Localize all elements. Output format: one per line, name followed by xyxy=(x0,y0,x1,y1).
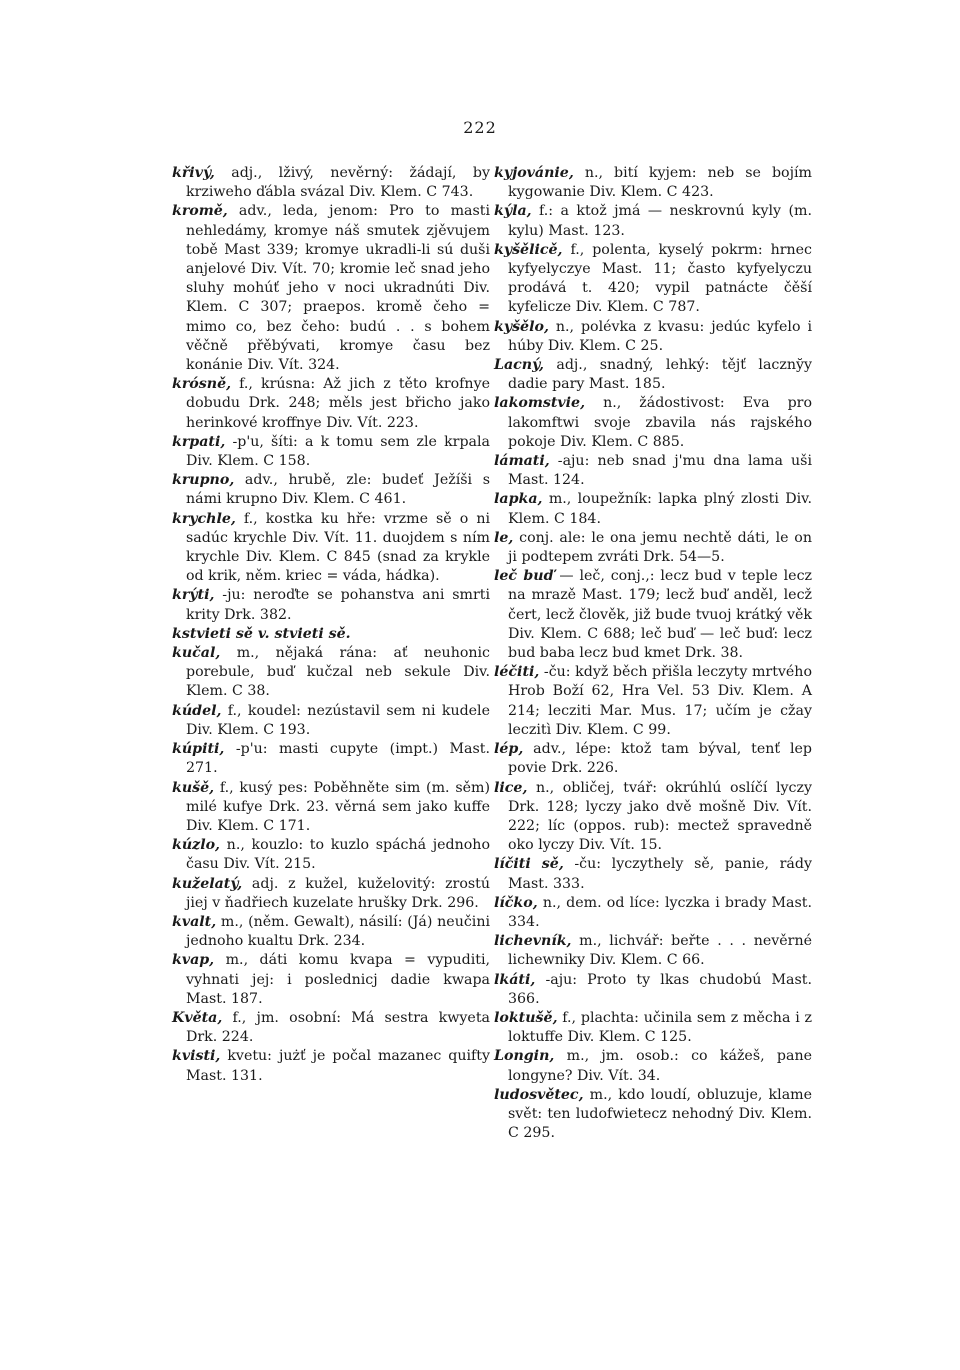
dictionary-entry xyxy=(172,433,490,471)
entry-definition: kvetu: jużť je počal mazanec quifty Mast. 131. xyxy=(186,1048,490,1084)
entry-definition: n., polévka z kvasu: jedúc kyfelo i húby Div. Klem. C 25. xyxy=(508,318,812,354)
entry-definition: -aju: neb snad j'mu dna lama uši Mast. 124. xyxy=(508,453,812,489)
entry-headword: kvalt, xyxy=(172,913,217,930)
entry-definition: m., jm. osob.: co kážeš, pane longyne? Div. Vít. 34. xyxy=(508,1048,812,1084)
entry-headword: kromě, xyxy=(172,203,228,220)
entry-definition: adj., lživý, nevěrný: žádají, by krziweho ďábla svázal Div. Klem. C 743. xyxy=(186,165,490,201)
dictionary-entry xyxy=(494,567,812,663)
entry-definition: adv., lépe: ktož tam býval, tenť lep povie Drk. 226. xyxy=(508,741,812,777)
dictionary-entry xyxy=(172,586,490,624)
entry-definition: -ču: když běch přišla leczyty mrtvého Hrob Boží 62, Hra Vel. 53 Div. Klem. A 214; lecziti Mar. Mus. 17; učím je cžay leczitì Div. Klem. C 99. xyxy=(508,664,812,738)
entry-headword: krósně, xyxy=(172,376,232,393)
entry-definition: adj. z kužel, kuželovitý: zrostú jiej v ňadřiech kuzelate hrušky Drk. 296. xyxy=(186,875,490,911)
dictionary-entry xyxy=(494,529,812,567)
dictionary-entry xyxy=(172,471,490,509)
entry-headword: líčiti sě, xyxy=(494,856,564,873)
dictionary-entry xyxy=(172,875,490,913)
entry-definition: f., krúsna: Až jich z těto krofnye dobudu Drk. 248; měls jest břicho jako herinkové kroffnye Div. Vít. 223. xyxy=(186,376,490,431)
dictionary-entry xyxy=(494,1009,812,1047)
dictionary-entry xyxy=(172,644,490,702)
dictionary-entry xyxy=(172,375,490,433)
entry-headword: kušě, xyxy=(172,779,215,796)
dictionary-entry xyxy=(494,740,812,778)
entry-definition: m., dáti komu kvapa = vypuditi, vyhnati jej: i poslednicj dadie kwapa Mast. 187. xyxy=(186,952,490,1007)
entry-headword: kvap, xyxy=(172,952,215,969)
dictionary-entry xyxy=(172,1009,490,1047)
entry-headword: loktušě, xyxy=(494,1009,558,1026)
dictionary-entry xyxy=(494,971,812,1009)
entry-definition: f.: a ktož jmá — neskrovnú kyly (m. kylu) Mast. 123. xyxy=(508,203,812,239)
right-column xyxy=(494,164,812,1143)
dictionary-entry xyxy=(494,894,812,932)
entry-headword: krýti, xyxy=(172,587,215,604)
dictionary-entry xyxy=(172,625,490,644)
entry-definition: -ju: neroďte se pohanstva ani smrti krity Drk. 382. xyxy=(186,587,490,623)
left-column xyxy=(172,164,490,1086)
entry-definition: f., polenta, kyselý pokrm: hrnec kyfyelyczye Mast. 11; často kyfyelyczu prodává t. 420; vypil patnácte čěší kyfelicze Div. Klem. C 787. xyxy=(508,241,812,316)
entry-definition: m., lichvář: beřte . . . nevěrné lichewniky Div. Klem. C 66. xyxy=(508,933,812,969)
entry-definition: -ču: lyczythely sě, panie, rády Mast. 333. xyxy=(508,856,812,892)
dictionary-entry xyxy=(172,951,490,1009)
entry-headword: kučal, xyxy=(172,645,221,662)
dictionary-entry xyxy=(172,1047,490,1085)
entry-headword: lkáti, xyxy=(494,971,536,988)
dictionary-entry xyxy=(172,779,490,837)
entry-headword: kyšělicě, xyxy=(494,241,563,258)
entry-definition: f., jm. osobní: Má sestra kwyeta Drk. 224. xyxy=(186,1009,490,1046)
dictionary-entry xyxy=(494,356,812,394)
dictionary-entry xyxy=(494,1047,812,1085)
entry-headword: kýla, xyxy=(494,203,532,220)
entry-definition: f., plachta: učinila sem z měcha i z loktuffe Div. Klem. C 125. xyxy=(508,1009,812,1046)
dictionary-entry xyxy=(494,490,812,528)
entry-headword: lakomstvie, xyxy=(494,395,586,412)
entry-definition: m., nějaká rána: ať neuhonic porebule, buď kučzal neb sekule Div. Klem. C 38. xyxy=(186,645,490,700)
dictionary-entry xyxy=(494,452,812,490)
entry-headword: kyšělo, xyxy=(494,318,549,335)
entry-definition: adj., snadný, lehký: tějť laczny̆y dadie pary Mast. 185. xyxy=(508,357,812,393)
entry-headword: léčiti, xyxy=(494,664,540,681)
entry-definition: n., kouzlo: to kuzlo spáchá jednoho času Div. Vít. 215. xyxy=(186,837,490,873)
entry-headword: lámati, xyxy=(494,453,550,470)
dictionary-entry xyxy=(172,740,490,778)
entry-headword: kvisti, xyxy=(172,1048,221,1065)
entry-definition: -aju: Proto ty lkas chudobú Mast. 366. xyxy=(508,971,812,1007)
entry-headword: kúdel, xyxy=(172,702,222,719)
dictionary-entry xyxy=(172,202,490,375)
entry-headword: kuželatý, xyxy=(172,875,243,892)
dictionary-entry xyxy=(494,164,812,202)
entry-definition: f., koudel: nezústavil sem ni kudele Div. Klem. C 193. xyxy=(186,702,490,738)
dictionary-entry xyxy=(172,913,490,951)
entry-definition: n., žádostivost: Eva pro lakomftwi svoje zbavila nás rajského pokoje Div. Klem. C 885. xyxy=(508,395,812,450)
dictionary-entry xyxy=(494,318,812,356)
entry-definition: m., (něm. Gewalt), násilí: (Já) neučini jednoho kualtu Drk. 234. xyxy=(186,913,490,950)
entry-definition: n., obličej, tvář: okrúhlú oslíčí lyczy Drk. 128; lyczy jako dvě mošně Div. Vít. 222; líc (oppos. rub): mectež spravedně oko lyczy Div. Vít. 15. xyxy=(508,779,812,854)
entry-definition: m., loupežník: lapka plný zlosti Div. Klem. C 184. xyxy=(508,491,812,527)
entry-definition: f., kusý pes: Poběhněte sim (m. sěm) milé kufye Drk. 23. věrná sem jako kuffe Div. Klem. C 171. xyxy=(186,779,490,834)
entry-headword: Lacný, xyxy=(494,357,544,374)
entry-headword: leč buď xyxy=(494,568,554,585)
entry-definition: n., dem. od líce: lyczka i brady Mast. 334. xyxy=(508,894,812,930)
dictionary-entry xyxy=(494,241,812,318)
entry-headword: Květa, xyxy=(172,1009,223,1026)
entry-headword: Longin, xyxy=(494,1048,555,1065)
entry-headword: le, xyxy=(494,529,514,546)
entry-headword: kyjovánie, xyxy=(494,165,574,181)
dictionary-entry xyxy=(494,779,812,856)
dictionary-entry xyxy=(494,202,812,240)
entry-headword: lép, xyxy=(494,741,524,758)
entry-headword: lapka, xyxy=(494,491,543,508)
entry-headword: krupno, xyxy=(172,472,235,489)
dictionary-entry xyxy=(172,164,490,202)
dictionary-entry xyxy=(494,663,812,740)
dictionary-entry xyxy=(494,1086,812,1144)
entry-headword: křivý, xyxy=(172,165,215,181)
entry-headword: kúzlo, xyxy=(172,837,220,854)
entry-definition: — leč, conj.,: lecz bud v teple lecz na mrazě Mast. 179; lecž buď anděl, lecž čert, lecž člověk, již bude tvuoj krátký věk Div. Klem. C 688; leč buď — leč buď: lecz bud baba lecz bud kmet Drk. 38. xyxy=(508,568,812,662)
page-number: 222 xyxy=(463,118,497,137)
entry-headword: kúpiti, xyxy=(172,741,225,758)
dictionary-entry xyxy=(172,836,490,874)
entry-definition: adv., hrubě, zle: budeť Ježíši s námi krupno Div. Klem. C 461. xyxy=(186,472,490,508)
entry-definition: m., kdo loudí, obluzuje, klame svět: ten ludofwietecz nehodný Div. Klem. C 295. xyxy=(508,1086,812,1142)
entry-headword: krychle, xyxy=(172,510,236,527)
dictionary-entry xyxy=(172,702,490,740)
entry-definition: adv., leda, jenom: Pro to masti nehledámy, kromye náš smutek zjěvujem tobě Mast 339; kromye ukradli-li sú duši anjelové Div. Vít. 70; kromie leč snad jeho sluhy mohúť jeho v noci ukradnúti Div. Klem. C 307; praepos. kromě čeho = mimo co, bez čeho: budú . . s bohem věčně přěbývati, kromye času bez konánie Div. Vít. 324. xyxy=(186,203,490,374)
entry-definition: n., bití kyjem: neb se bojím kygowanie Div. Klem. C 423. xyxy=(508,165,812,201)
dictionary-entry xyxy=(494,855,812,893)
dictionary-entry xyxy=(494,932,812,970)
entry-headword: krpati, xyxy=(172,433,226,450)
entry-definition: -p'u, šíti: a k tomu sem zle krpala Div. Klem. C 158. xyxy=(186,433,490,470)
dictionary-entry xyxy=(172,510,490,587)
entry-headword: ludosvětec, xyxy=(494,1086,584,1103)
entry-headword: lice, xyxy=(494,779,528,796)
entry-definition: -p'u: masti cupyte (impt.) Mast. 271. xyxy=(186,741,490,777)
entry-definition: conj. ale: le ona jemu nechtě dáti, le on ji podtepem zvráti Drk. 54—5. xyxy=(508,529,812,566)
entry-headword: kstvieti sě v. stvieti sě. xyxy=(172,625,351,642)
entry-definition: f., kostka ku hře: vrzme sě o ni sadúc krychle Div. Vít. 11. duojdem s ním krychle Div. Klem. C 845 (snad za krykle od krik, něm. kriec = váda, hádka). xyxy=(186,510,490,585)
entry-headword: líčko, xyxy=(494,894,538,911)
entry-headword: lichevník, xyxy=(494,933,572,950)
dictionary-entry xyxy=(494,394,812,452)
